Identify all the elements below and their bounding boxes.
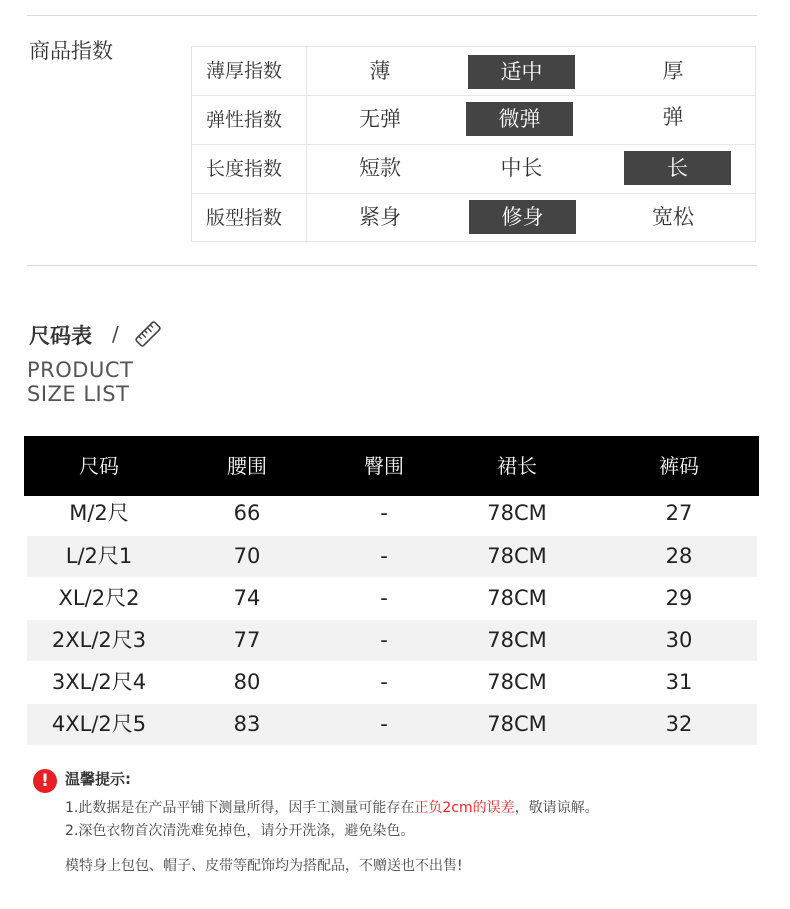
index-row-fit xyxy=(192,194,755,243)
cell-hip: - xyxy=(380,586,388,610)
top-divider xyxy=(27,15,757,16)
header-skirt-length: 裙长 xyxy=(497,454,537,478)
index-option-selected: 适中 xyxy=(468,55,575,89)
index-row-elasticity xyxy=(192,96,755,145)
notice-line-3: 模特身上包包、帽子、皮带等配饰均为搭配品，不赠送也不出售! xyxy=(65,858,463,874)
cell-waist: 77 xyxy=(233,628,261,652)
cell-pants-size: 29 xyxy=(665,586,693,610)
header-hip: 臀围 xyxy=(364,454,404,478)
cell-pants-size: 31 xyxy=(665,670,693,694)
ruler-icon xyxy=(134,320,162,348)
cell-size: L/2尺1 xyxy=(65,544,133,568)
cell-size: XL/2尺2 xyxy=(58,586,140,610)
index-option-selected: 微弹 xyxy=(466,102,573,136)
index-label: 弹性指数 xyxy=(192,96,307,144)
cell-skirt-length: 78CM xyxy=(487,670,547,694)
notice-line-1-highlight: 正负2cm的误差 xyxy=(414,800,515,816)
size-table-header xyxy=(24,436,759,496)
cell-pants-size: 30 xyxy=(665,628,693,652)
table-row xyxy=(27,704,757,745)
cell-waist: 74 xyxy=(233,586,261,610)
cell-pants-size: 28 xyxy=(665,544,693,568)
header-size: 尺码 xyxy=(79,454,119,478)
notice-line-2: 2.深色衣物首次清洗难免掉色，请分开洗涤，避免染色。 xyxy=(65,823,415,839)
size-chart-title: 尺码表 xyxy=(29,324,92,348)
cell-size: 3XL/2尺4 xyxy=(51,670,147,694)
table-row xyxy=(27,578,757,619)
title-separator: / xyxy=(112,322,119,346)
cell-hip: - xyxy=(380,544,388,568)
notice-title: 温馨提示: xyxy=(65,770,131,788)
middle-divider xyxy=(27,265,757,266)
cell-skirt-length: 78CM xyxy=(487,712,547,736)
warning-icon: ! xyxy=(33,769,57,793)
cell-pants-size: 32 xyxy=(665,712,693,736)
notice-line-1 xyxy=(65,797,599,817)
index-option: 厚 xyxy=(662,59,684,83)
index-option: 薄 xyxy=(369,59,391,83)
cell-size: M/2尺 xyxy=(69,501,129,525)
cell-skirt-length: 78CM xyxy=(487,501,547,525)
cell-hip: - xyxy=(380,501,388,525)
cell-hip: - xyxy=(380,712,388,736)
cell-hip: - xyxy=(380,670,388,694)
index-option: 短款 xyxy=(359,156,401,180)
index-row-thickness xyxy=(192,47,755,96)
cell-waist: 80 xyxy=(233,670,261,694)
index-option: 宽松 xyxy=(652,205,694,229)
index-option-selected: 修身 xyxy=(469,200,576,234)
index-option: 无弹 xyxy=(359,107,401,131)
header-pants-size: 裤码 xyxy=(659,454,699,478)
cell-skirt-length: 78CM xyxy=(487,586,547,610)
cell-skirt-length: 78CM xyxy=(487,544,547,568)
index-label: 版型指数 xyxy=(192,194,307,243)
index-option: 紧身 xyxy=(359,205,401,229)
size-subtitle-line2: SIZE LIST xyxy=(27,382,130,406)
table-row xyxy=(27,536,757,577)
table-row xyxy=(27,620,757,661)
cell-waist: 66 xyxy=(233,501,261,525)
cell-waist: 70 xyxy=(233,544,261,568)
index-label: 薄厚指数 xyxy=(192,47,307,95)
table-row xyxy=(27,493,757,534)
index-row-length xyxy=(192,145,755,194)
cell-hip: - xyxy=(380,628,388,652)
cell-size: 2XL/2尺3 xyxy=(51,628,147,652)
header-waist: 腰围 xyxy=(227,454,267,478)
notice-line-1-suffix: ，敬请谅解。 xyxy=(514,800,599,816)
index-option: 弹 xyxy=(662,105,684,129)
product-index-title: 商品指数 xyxy=(29,39,113,63)
notice-line-1-prefix: 1.此数据是在产品平铺下测量所得，因手工测量可能存在 xyxy=(65,800,415,816)
product-index-table xyxy=(191,46,756,242)
index-option: 中长 xyxy=(500,156,543,180)
cell-waist: 83 xyxy=(233,712,261,736)
cell-pants-size: 27 xyxy=(665,501,693,525)
index-label: 长度指数 xyxy=(192,145,307,193)
index-option-selected: 长 xyxy=(624,151,731,185)
size-subtitle-line1: PRODUCT xyxy=(27,358,134,382)
cell-skirt-length: 78CM xyxy=(487,628,547,652)
table-row xyxy=(27,662,757,703)
cell-size: 4XL/2尺5 xyxy=(51,712,147,736)
